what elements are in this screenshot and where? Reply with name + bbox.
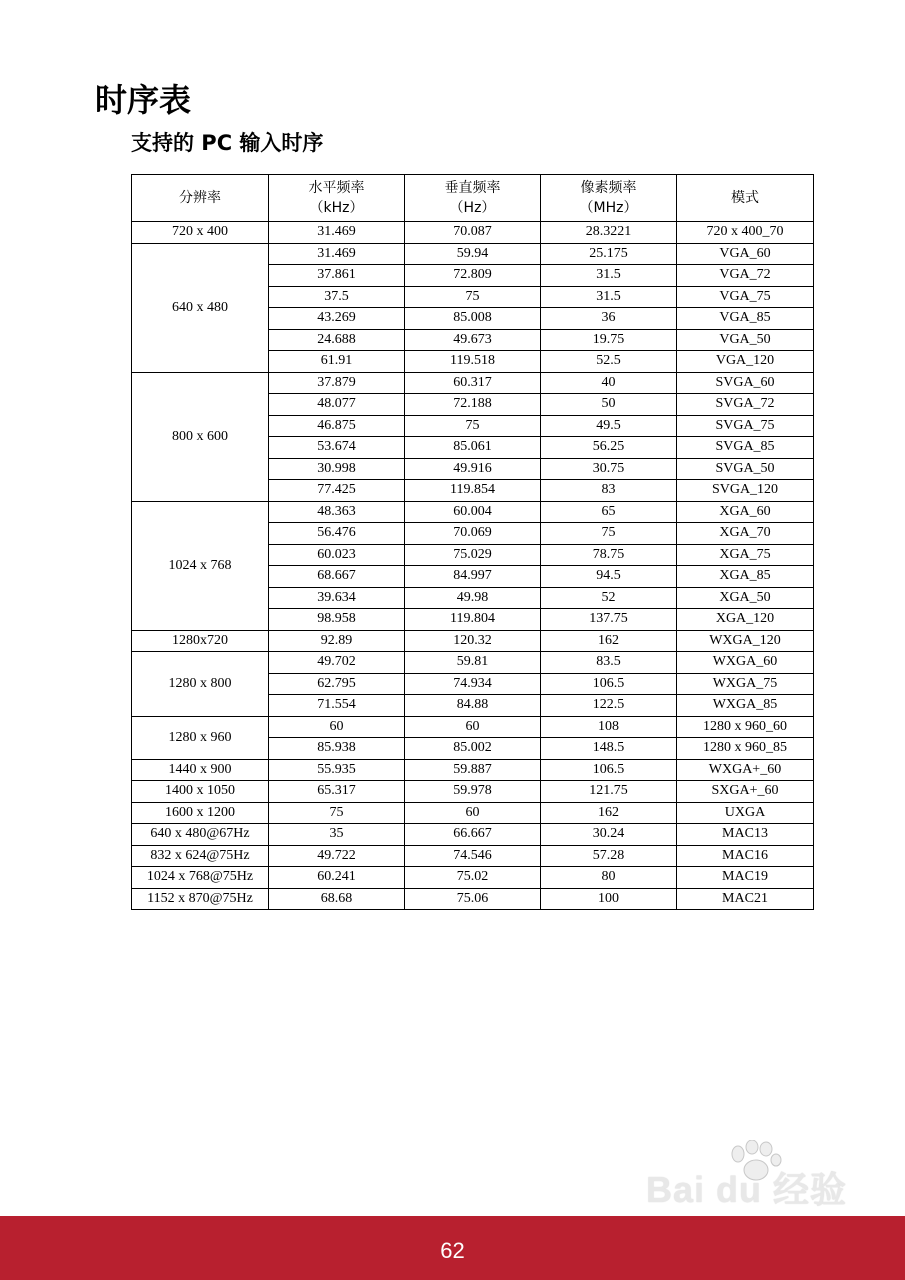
v-freq-cell: 70.069 (405, 523, 541, 545)
mode-cell: WXGA_120 (677, 630, 814, 652)
mode-cell: MAC16 (677, 845, 814, 867)
h-freq-cell: 68.68 (269, 888, 405, 910)
page-title: 时序表 (95, 81, 192, 119)
v-freq-cell: 60 (405, 716, 541, 738)
h-freq-cell: 35 (269, 824, 405, 846)
table-row (132, 867, 814, 889)
mode-cell: 1280 x 960_60 (677, 716, 814, 738)
h-freq-cell: 43.269 (269, 308, 405, 330)
pixel-freq-cell: 148.5 (541, 738, 677, 760)
mode-cell: WXGA_85 (677, 695, 814, 717)
v-freq-cell: 72.188 (405, 394, 541, 416)
v-freq-cell: 119.854 (405, 480, 541, 502)
table-row (132, 652, 814, 674)
header-resolution: 分辨率 (132, 175, 269, 222)
pixel-freq-cell: 121.75 (541, 781, 677, 803)
pixel-freq-cell: 83.5 (541, 652, 677, 674)
v-freq-cell: 72.809 (405, 265, 541, 287)
resolution-cell: 640 x 480@67Hz (132, 824, 269, 846)
mode-cell: XGA_50 (677, 587, 814, 609)
h-freq-cell: 31.469 (269, 222, 405, 244)
mode-cell: VGA_60 (677, 243, 814, 265)
mode-cell: SVGA_120 (677, 480, 814, 502)
pixel-freq-cell: 122.5 (541, 695, 677, 717)
mode-cell: XGA_60 (677, 501, 814, 523)
table-row (132, 888, 814, 910)
v-freq-cell: 119.804 (405, 609, 541, 631)
mode-cell: SVGA_50 (677, 458, 814, 480)
timing-table-header (132, 175, 814, 222)
pixel-freq-cell: 28.3221 (541, 222, 677, 244)
table-row (132, 243, 814, 265)
mode-cell: SVGA_85 (677, 437, 814, 459)
h-freq-cell: 61.91 (269, 351, 405, 373)
v-freq-cell: 75 (405, 415, 541, 437)
v-freq-cell: 59.978 (405, 781, 541, 803)
v-freq-cell: 49.673 (405, 329, 541, 351)
table-row (132, 501, 814, 523)
resolution-cell: 1280 x 800 (132, 652, 269, 717)
v-freq-cell: 59.887 (405, 759, 541, 781)
table-row (132, 781, 814, 803)
h-freq-cell: 55.935 (269, 759, 405, 781)
h-freq-cell: 53.674 (269, 437, 405, 459)
v-freq-cell: 74.546 (405, 845, 541, 867)
pixel-freq-cell: 30.24 (541, 824, 677, 846)
h-freq-cell: 49.702 (269, 652, 405, 674)
resolution-cell: 1280x720 (132, 630, 269, 652)
pixel-freq-cell: 94.5 (541, 566, 677, 588)
v-freq-cell: 59.94 (405, 243, 541, 265)
table-row (132, 222, 814, 244)
v-freq-cell: 70.087 (405, 222, 541, 244)
v-freq-cell: 60.004 (405, 501, 541, 523)
resolution-cell: 1024 x 768 (132, 501, 269, 630)
h-freq-cell: 75 (269, 802, 405, 824)
resolution-cell: 1024 x 768@75Hz (132, 867, 269, 889)
mode-cell: XGA_70 (677, 523, 814, 545)
pixel-freq-cell: 106.5 (541, 759, 677, 781)
mode-cell: XGA_120 (677, 609, 814, 631)
mode-cell: SXGA+_60 (677, 781, 814, 803)
pixel-freq-cell: 83 (541, 480, 677, 502)
v-freq-cell: 75.06 (405, 888, 541, 910)
mode-cell: 720 x 400_70 (677, 222, 814, 244)
resolution-cell: 832 x 624@75Hz (132, 845, 269, 867)
mode-cell: 1280 x 960_85 (677, 738, 814, 760)
section-subtitle: 支持的 PC 输入时序 (131, 131, 324, 155)
h-freq-cell: 68.667 (269, 566, 405, 588)
v-freq-cell: 75 (405, 286, 541, 308)
h-freq-cell: 85.938 (269, 738, 405, 760)
h-freq-cell: 62.795 (269, 673, 405, 695)
pixel-freq-cell: 57.28 (541, 845, 677, 867)
h-freq-cell: 60.023 (269, 544, 405, 566)
watermark-logo: Bai du 经验 (646, 1169, 848, 1210)
v-freq-cell: 85.061 (405, 437, 541, 459)
pixel-freq-cell: 30.75 (541, 458, 677, 480)
resolution-cell: 720 x 400 (132, 222, 269, 244)
header-vertical-frequency: 垂直频率 （Hz） (405, 175, 541, 222)
header-horizontal-frequency: 水平频率 （kHz） (269, 175, 405, 222)
mode-cell: WXGA+_60 (677, 759, 814, 781)
mode-cell: VGA_72 (677, 265, 814, 287)
pixel-freq-cell: 52.5 (541, 351, 677, 373)
timing-table-body (132, 222, 814, 910)
resolution-cell: 1400 x 1050 (132, 781, 269, 803)
pixel-freq-cell: 56.25 (541, 437, 677, 459)
v-freq-cell: 84.88 (405, 695, 541, 717)
timing-table (131, 174, 814, 910)
mode-cell: MAC21 (677, 888, 814, 910)
h-freq-cell: 60 (269, 716, 405, 738)
pixel-freq-cell: 50 (541, 394, 677, 416)
v-freq-cell: 59.81 (405, 652, 541, 674)
mode-cell: VGA_50 (677, 329, 814, 351)
mode-cell: MAC19 (677, 867, 814, 889)
h-freq-cell: 65.317 (269, 781, 405, 803)
table-row (132, 824, 814, 846)
v-freq-cell: 119.518 (405, 351, 541, 373)
mode-cell: XGA_75 (677, 544, 814, 566)
resolution-cell: 640 x 480 (132, 243, 269, 372)
pixel-freq-cell: 106.5 (541, 673, 677, 695)
resolution-cell: 800 x 600 (132, 372, 269, 501)
header-pixel-frequency: 像素频率 （MHz） (541, 175, 677, 222)
pixel-freq-cell: 31.5 (541, 286, 677, 308)
mode-cell: MAC13 (677, 824, 814, 846)
h-freq-cell: 39.634 (269, 587, 405, 609)
h-freq-cell: 37.5 (269, 286, 405, 308)
v-freq-cell: 85.008 (405, 308, 541, 330)
resolution-cell: 1440 x 900 (132, 759, 269, 781)
mode-cell: SVGA_72 (677, 394, 814, 416)
pixel-freq-cell: 31.5 (541, 265, 677, 287)
table-row (132, 716, 814, 738)
h-freq-cell: 37.861 (269, 265, 405, 287)
mode-cell: WXGA_60 (677, 652, 814, 674)
pixel-freq-cell: 100 (541, 888, 677, 910)
pixel-freq-cell: 49.5 (541, 415, 677, 437)
v-freq-cell: 75.029 (405, 544, 541, 566)
table-row (132, 845, 814, 867)
h-freq-cell: 48.077 (269, 394, 405, 416)
v-freq-cell: 84.997 (405, 566, 541, 588)
table-row (132, 630, 814, 652)
table-row (132, 802, 814, 824)
pixel-freq-cell: 36 (541, 308, 677, 330)
resolution-cell: 1600 x 1200 (132, 802, 269, 824)
mode-cell: SVGA_60 (677, 372, 814, 394)
h-freq-cell: 92.89 (269, 630, 405, 652)
resolution-cell: 1152 x 870@75Hz (132, 888, 269, 910)
pixel-freq-cell: 108 (541, 716, 677, 738)
table-row (132, 759, 814, 781)
pixel-freq-cell: 19.75 (541, 329, 677, 351)
v-freq-cell: 74.934 (405, 673, 541, 695)
mode-cell: WXGA_75 (677, 673, 814, 695)
h-freq-cell: 98.958 (269, 609, 405, 631)
pixel-freq-cell: 75 (541, 523, 677, 545)
table-row (132, 372, 814, 394)
mode-cell: VGA_85 (677, 308, 814, 330)
v-freq-cell: 66.667 (405, 824, 541, 846)
v-freq-cell: 75.02 (405, 867, 541, 889)
pixel-freq-cell: 162 (541, 630, 677, 652)
v-freq-cell: 120.32 (405, 630, 541, 652)
mode-cell: VGA_120 (677, 351, 814, 373)
pixel-freq-cell: 78.75 (541, 544, 677, 566)
pixel-freq-cell: 52 (541, 587, 677, 609)
mode-cell: XGA_85 (677, 566, 814, 588)
v-freq-cell: 60.317 (405, 372, 541, 394)
v-freq-cell: 49.916 (405, 458, 541, 480)
h-freq-cell: 24.688 (269, 329, 405, 351)
h-freq-cell: 60.241 (269, 867, 405, 889)
v-freq-cell: 60 (405, 802, 541, 824)
mode-cell: VGA_75 (677, 286, 814, 308)
pixel-freq-cell: 40 (541, 372, 677, 394)
h-freq-cell: 31.469 (269, 243, 405, 265)
pixel-freq-cell: 137.75 (541, 609, 677, 631)
v-freq-cell: 49.98 (405, 587, 541, 609)
h-freq-cell: 30.998 (269, 458, 405, 480)
pixel-freq-cell: 162 (541, 802, 677, 824)
h-freq-cell: 56.476 (269, 523, 405, 545)
h-freq-cell: 46.875 (269, 415, 405, 437)
mode-cell: SVGA_75 (677, 415, 814, 437)
page-number: 62 (440, 1238, 465, 1263)
h-freq-cell: 48.363 (269, 501, 405, 523)
resolution-cell: 1280 x 960 (132, 716, 269, 759)
header-mode: 模式 (677, 175, 814, 222)
h-freq-cell: 37.879 (269, 372, 405, 394)
mode-cell: UXGA (677, 802, 814, 824)
pixel-freq-cell: 65 (541, 501, 677, 523)
h-freq-cell: 77.425 (269, 480, 405, 502)
pixel-freq-cell: 25.175 (541, 243, 677, 265)
v-freq-cell: 85.002 (405, 738, 541, 760)
h-freq-cell: 49.722 (269, 845, 405, 867)
pixel-freq-cell: 80 (541, 867, 677, 889)
h-freq-cell: 71.554 (269, 695, 405, 717)
